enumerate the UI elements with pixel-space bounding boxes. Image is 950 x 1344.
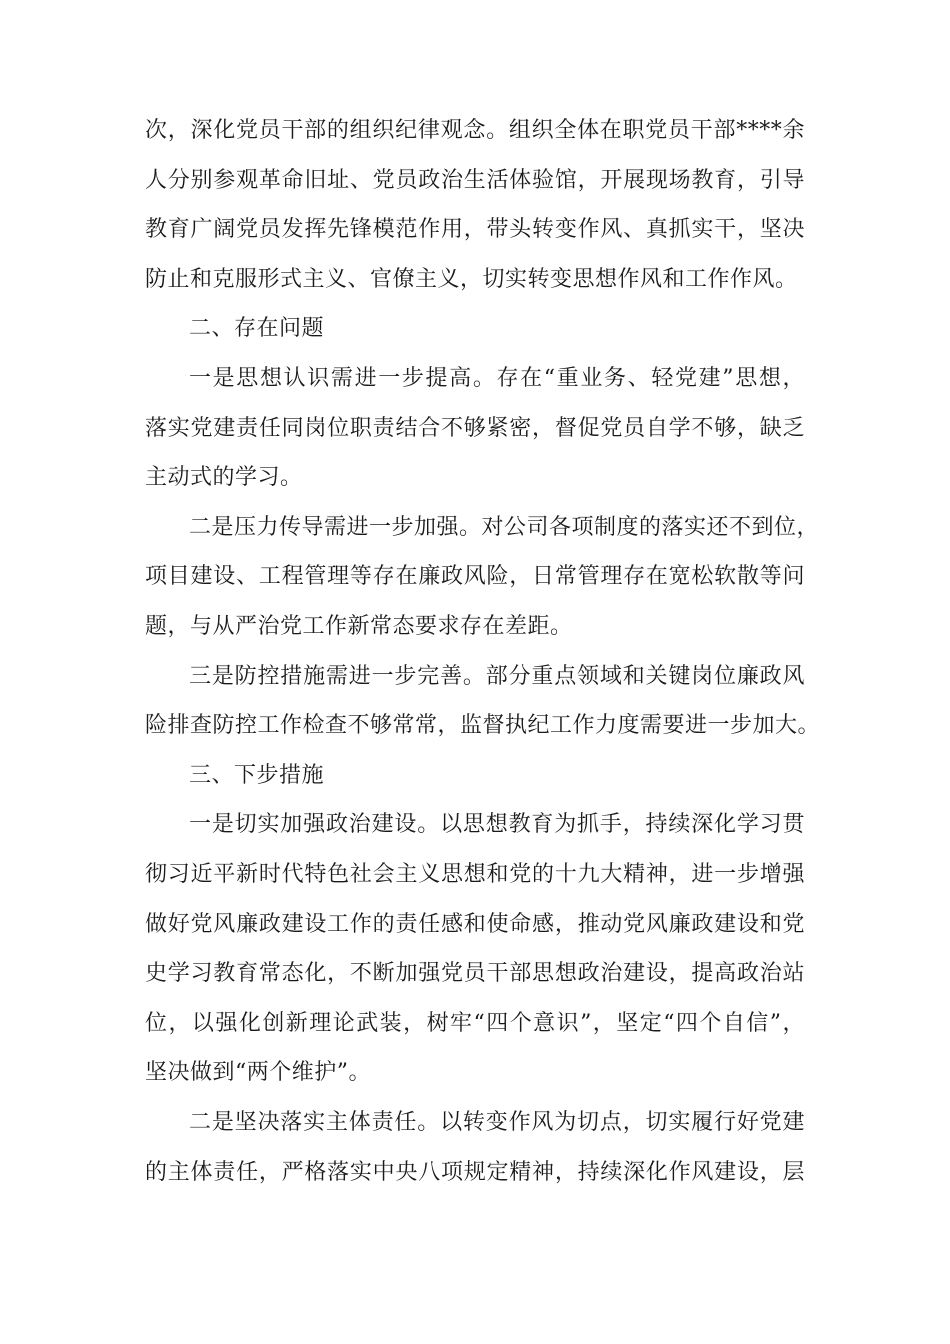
text-line: 三、下步措施	[189, 763, 325, 788]
text-line: 主动式的学习。	[145, 465, 303, 490]
text-line: 防止和克服形式主义、官僚主义，切实转变思想作风和工作作风。	[145, 267, 798, 292]
text-line: 的主体责任，严格落实中央八项规定精神，持续深化作风建设，层	[145, 1160, 805, 1185]
text-line: 人分别参观革命旧址、党员政治生活体验馆，开展现场教育，引导	[145, 168, 805, 193]
text-line: 教育广阔党员发挥先锋模范作用，带头转变作风、真抓实干，坚决	[145, 217, 805, 242]
text-line: 一是切实加强政治建设。以思想教育为抓手，持续深化学习贯	[189, 812, 805, 837]
text-line: 做好党风廉政建设工作的责任感和使命感，推动党风廉政建设和党	[145, 912, 805, 937]
text-line: 次，深化党员干部的组织纪律观念。组织全体在职党员干部****余	[145, 118, 805, 143]
text-line: 三是防控措施需进一步完善。部分重点领域和关键岗位廉政风	[189, 664, 805, 689]
text-line: 项目建设、工程管理等存在廉政风险，日常管理存在宽松软散等问	[145, 564, 805, 589]
text-line: 二是压力传导需进一步加强。对公司各项制度的落实还不到位，	[189, 515, 820, 540]
text-line: 落实党建责任同岗位职责结合不够紧密，督促党员自学不够，缺乏	[145, 416, 805, 441]
text-line: 二、存在问题	[189, 316, 325, 341]
text-line: 彻习近平新时代特色社会主义思想和党的十九大精神，进一步增强	[145, 862, 805, 887]
text-line: 史学习教育常态化，不断加强党员干部思想政治建设，提高政治站	[145, 961, 805, 986]
text-line: 坚决做到“两个维护”。	[145, 1060, 371, 1085]
text-line: 一是思想认识需进一步提高。存在“重业务、轻党建”思想，	[189, 366, 805, 391]
text-line: 二是坚决落实主体责任。以转变作风为切点，切实履行好党建	[189, 1110, 805, 1135]
text-line: 题，与从严治党工作新常态要求存在差距。	[145, 614, 573, 639]
text-line: 位，以强化创新理论武装，树牢“四个意识”，坚定“四个自信”，	[145, 1011, 805, 1036]
text-line: 险排查防控工作检查不够常常，监督执纪工作力度需要进一步加大。	[145, 713, 821, 738]
